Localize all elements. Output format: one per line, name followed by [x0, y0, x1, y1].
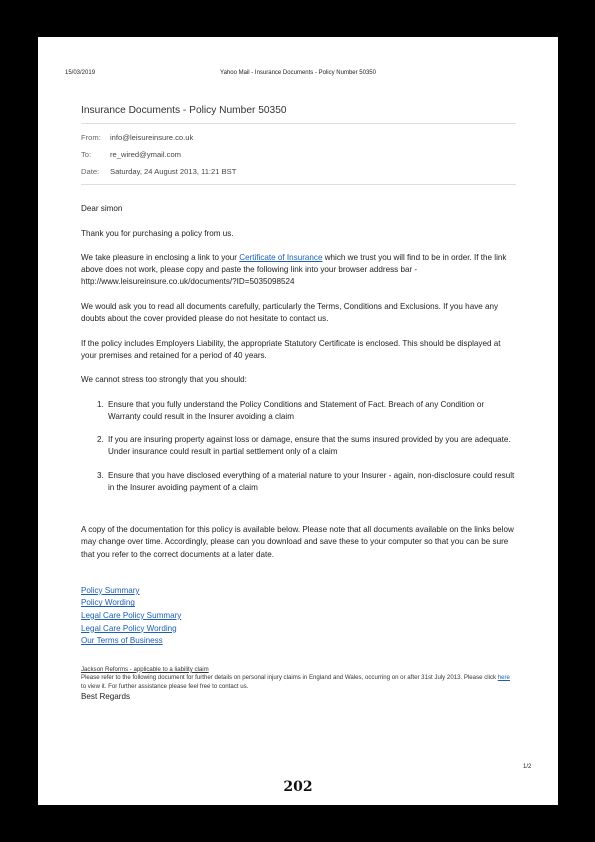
list-item: 2. If you are insuring property against loss or damage, ensure that the sums insured provided by you are adequate. Under insurance could result in partial settlement only of a claim [106, 434, 516, 458]
from-address: info@leisureinsure.co.uk [110, 133, 194, 142]
date-label: Date: [81, 167, 100, 176]
jackson-text-before: Please refer to the following document for further details on personal injury claims in England and Wales, occurring on or after 31st July 2013. Please click [81, 674, 498, 682]
meta-divider [81, 184, 516, 185]
jackson-reforms-note [81, 666, 516, 692]
policy-wording-link[interactable]: Policy Wording [81, 598, 135, 608]
from-label: From: [81, 133, 101, 142]
to-label: To: [81, 150, 92, 159]
paragraph-employers-liability: If the policy includes Employers Liability, the appropriate Statutory Certificate is enclosed. This should be displayed at your premises and retained for a period of 40 years. [81, 338, 501, 360]
list-item: 3. Ensure that you have disclosed everything of a material nature to your Insurer - again, non-disclosure could result in the Insurer avoiding payment of a claim [106, 470, 516, 494]
to-address: re_wired@ymail.com [110, 150, 182, 159]
to-row [81, 150, 181, 159]
email-body [81, 203, 516, 716]
page-stamp: 202 [283, 779, 313, 795]
p2-text-before: We take pleasure in enclosing a link to your [81, 253, 240, 262]
policy-summary-link[interactable]: Policy Summary [81, 585, 140, 595]
paragraph-stress: We cannot stress too strongly that you should: [81, 375, 247, 385]
document-page [38, 37, 558, 805]
terms-of-business-link[interactable]: Our Terms of Business [81, 636, 163, 646]
jackson-reforms-text [81, 674, 516, 691]
certificate-link[interactable]: Certificate of Insurance [239, 253, 323, 262]
header-divider [81, 123, 516, 124]
greeting: Dear simon [81, 204, 123, 213]
legal-care-summary-link[interactable]: Legal Care Policy Summary [81, 610, 182, 620]
page-number: 1/2 [523, 764, 532, 770]
date-row [81, 167, 236, 176]
from-row [81, 133, 193, 142]
legal-care-wording-link[interactable]: Legal Care Policy Wording [81, 623, 177, 633]
sign-off: Best Regards [81, 692, 131, 702]
sent-date: Saturday, 24 August 2013, 11:21 BST [110, 167, 237, 176]
jackson-reforms-title: Jackson Reforms - applicable to a liability claim [81, 665, 209, 673]
email-subject: Insurance Documents - Policy Number 50350 [81, 105, 287, 116]
print-header [38, 70, 558, 80]
paragraph-read-docs: We would ask you to read all documents carefully, particularly the Terms, Conditions and Exclusions. If you have any doubts about the cover provided please do not hesitate to contact us. [81, 301, 499, 324]
print-date: 15/03/2019 [65, 70, 96, 76]
print-title: Yahoo Mail - Insurance Documents - Policy Number 50350 [220, 70, 376, 76]
advice-list [81, 399, 516, 495]
jackson-text-after: to view it. For further assistance please feel free to contact us. [81, 682, 249, 690]
paragraph-thanks: Thank you for purchasing a policy from us. [81, 228, 234, 238]
p2-text-after: which we trust you will find to be in order. If the link above does not work, please copy and paste the following link into your browser address bar - http://www.leisureinsure.co.uk/documents/?ID=5035098524 [81, 253, 507, 287]
document-links [81, 585, 516, 648]
paragraph-documentation: A copy of the documentation for this policy is available below. Please note that all documents available on the links below may change over time. Accordingly, please can you download and save these to your computer so that you can be sure that you refer to the correct documents at a later date. [81, 525, 514, 559]
jackson-here-link[interactable]: here [497, 674, 510, 682]
paragraph-certificate [81, 252, 516, 289]
list-item: 1. Ensure that you fully understand the Policy Conditions and Statement of Fact. Breach of any Condition or Warranty could result in the Insurer avoiding a claim [106, 399, 516, 423]
